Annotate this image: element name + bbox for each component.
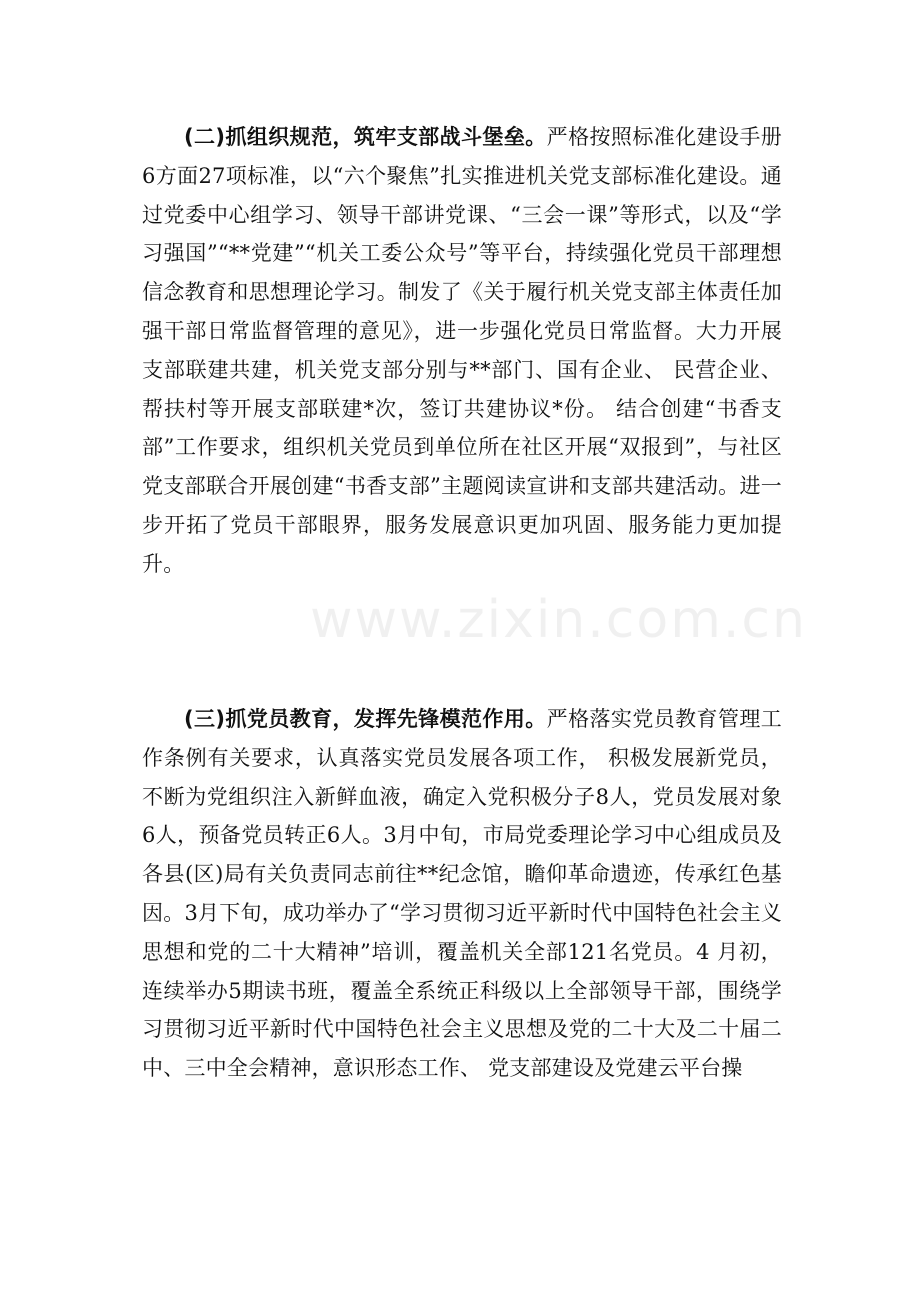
paragraph-body-2: 严格按照标准化建设手册6方面27项标准，以“六个聚焦”扎实推进机关党支部标准化建设。通过党委中心组学习、领导干部讲党课、“三会一课”等形式，以及“学习强国”“**党建”“机关工委公众号”等平台，持续强化党员干部理想信念教育和思想理论学习。制发了《关于履行机关党支部主体责任加强干部日常监督管理的意见》，进一步强化党员日常监督。大力开展支部联建共建，机关党支部分别与**部门、国有企业、 民营企业、帮扶村等开展支部联建*次，签订共建协议*份。 结合创建“书香支部”工作要求，组织机关党员到单位所在社区开展“双报到”，与社区党支部联合开展创建“书香支部”主题阅读宣讲和支部共建活动。进一步开拓了党员干部眼界，服务发展意识更加巩固、服务能力更加提升。 [142,125,782,576]
section-heading-2: (二)抓组织规范，筑牢支部战斗堡垒。 [184,125,547,149]
section-heading-3: (三)抓党员教育，发挥先锋模范作用。 [184,707,547,731]
paragraph-body-3: 严格落实党员教育管理工作条例有关要求，认真落实党员发展各项工作， 积极发展新党员，不断为党组织注入新鲜血液，确定入党积极分子8人，党员发展对象6人，预备党员转正6人。3月中旬，市局党委理论学习中心组成员及各县(区)局有关负责同志前往**纪念馆，瞻仰革命遗迹，传承红色基因。3月下旬，成功举办了“学习贯彻习近平新时代中国特色社会主义思想和党的二十大精神”培训，覆盖机关全部121名党员。4 月初，连续举办5期读书班，覆盖全系统正科级以上全部领导干部，围绕学习贯彻习近平新时代中国特色社会主义思想及党的二十大及二十届二中、三中全会精神，意识形态工作、 党支部建设及党建云平台操 [142,707,782,1081]
watermark: www.zixin.com.cn [310,590,807,650]
paragraph-organization [142,118,782,584]
paragraph-education [142,700,782,1088]
